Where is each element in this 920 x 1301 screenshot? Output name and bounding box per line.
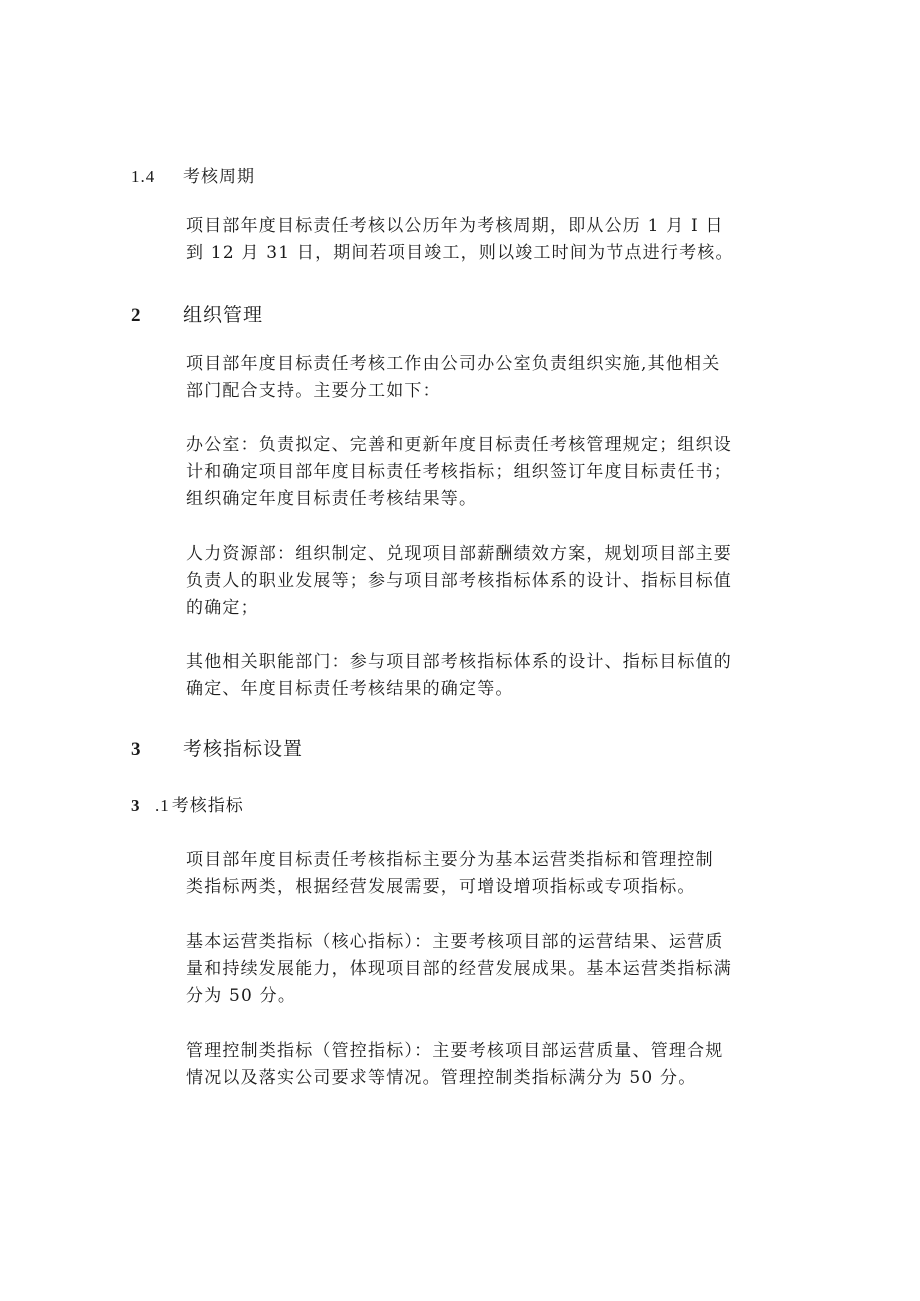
section-title: 考核指标 (171, 796, 244, 816)
paragraph-line: 基本运营类指标（核心指标）：主要考核项目部的运营结果、运营质 (186, 932, 724, 952)
paragraph-line: 量和持续发展能力，体现项目部的经营发展成果。基本运营类指标满 (186, 959, 732, 979)
section-title: 考核周期 (183, 167, 255, 187)
section-3-heading (131, 734, 303, 761)
section-2-hr-paragraph (186, 541, 792, 622)
paragraph-line: 项目部年度目标责任考核工作由公司办公室负责组织实施,其他相关 (186, 354, 721, 374)
section-1-4-paragraph (186, 213, 792, 267)
paragraph-line: 情况以及落实公司要求等情况。管理控制类指标满分为 50 分。 (186, 1068, 697, 1088)
section-number: 1.4 (131, 167, 156, 186)
paragraph-line: 计和确定项目部年度目标责任考核指标；组织签订年度目标责任书； (186, 462, 732, 482)
section-1-4-heading (131, 162, 255, 187)
section-3-1-control-paragraph (186, 1038, 792, 1092)
section-number: 3 (131, 796, 141, 815)
paragraph-line: 负责人的职业发展等；参与项目部考核指标体系的设计、指标目标值 (186, 571, 732, 591)
section-title: 组织管理 (183, 304, 264, 326)
paragraph-line: 管理控制类指标（管控指标）：主要考核项目部运营质量、管理合规 (186, 1041, 724, 1061)
section-2-intro-paragraph (186, 351, 792, 405)
section-number: 3 (131, 739, 142, 760)
paragraph-line: 人力资源部：组织制定、兑现项目部薪酬绩效方案，规划项目部主要 (186, 544, 732, 564)
paragraph-line: 类指标两类，根据经营发展需要，可增设增项指标或专项指标。 (186, 877, 696, 897)
paragraph-line: 项目部年度目标责任考核指标主要分为基本运营类指标和管理控制 (186, 850, 714, 870)
section-2-office-paragraph (186, 432, 792, 513)
section-3-1-intro-paragraph (186, 847, 792, 901)
paragraph-line: 分为 50 分。 (186, 986, 297, 1006)
section-number: 2 (131, 305, 142, 326)
section-3-1-basic-paragraph (186, 929, 792, 1010)
paragraph-line: 其他相关职能部门：参与项目部考核指标体系的设计、指标目标值的 (186, 652, 732, 672)
paragraph-line: 到 12 月 31 日，期间若项目竣工，则以竣工时间为节点进行考核。 (186, 243, 734, 263)
paragraph-line: 组织确定年度目标责任考核结果等。 (186, 489, 478, 509)
section-2-others-paragraph (186, 649, 792, 703)
paragraph-line: 确定、年度目标责任考核结果的确定等。 (186, 679, 514, 699)
paragraph-line: 的确定； (186, 598, 259, 618)
section-2-heading (131, 300, 263, 327)
paragraph-line: 项目部年度目标责任考核以公历年为考核周期，即从公历 1 月 I 日 (186, 216, 724, 236)
section-subnumber: .1 (155, 796, 170, 815)
paragraph-line: 部门配合支持。主要分工如下： (186, 381, 441, 401)
paragraph-line: 办公室：负责拟定、完善和更新年度目标责任考核管理规定；组织设 (186, 435, 732, 455)
section-3-1-heading (131, 791, 244, 816)
section-title: 考核指标设置 (183, 738, 304, 760)
